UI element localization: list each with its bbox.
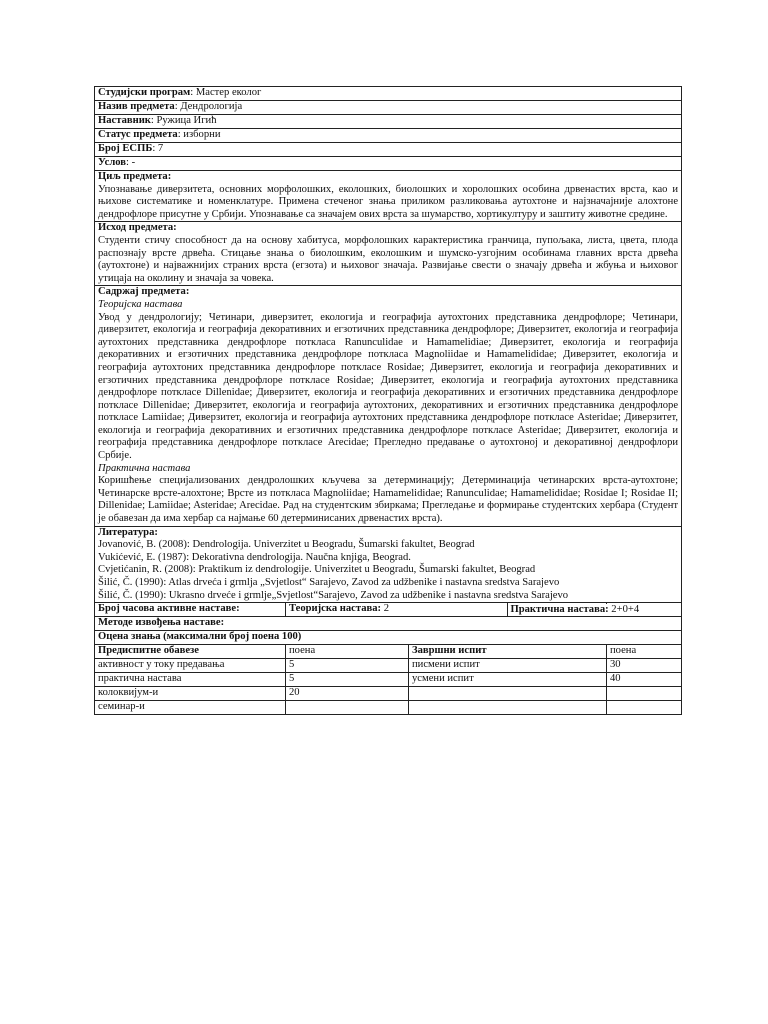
practice-hours-divider (507, 603, 508, 617)
ects-row (95, 143, 682, 157)
subject-label: Назив предмета (98, 101, 175, 112)
literature-label: Литература: (98, 526, 158, 538)
literature-row (95, 526, 682, 603)
grading-row (95, 659, 682, 673)
grading-row (95, 701, 682, 715)
grading-cell: практична настава (95, 673, 286, 687)
literature-item: Šilić, Č. (1990): Atlas drveća i grmlja „Svjetlost“ Sarajevo, Zavod za udžbenike i nastavna sredstva Sarajevo (98, 577, 560, 588)
grading-header-cell: Предиспитне обавезе (95, 645, 286, 659)
literature-item: Šilić, Č. (1990): Ukrasno drveće i grmlje„Svjetlost“Sarajevo, Zavod za udžbenike i nastavna sredstva Sarajevo (98, 589, 569, 601)
outcome-text: Студенти стичу способност да на основу хабитуса, морфолошких карактеристика гранчица, пупољака, листа, цвета, плода распознају врсте дрвећа. Стицање знања о биолошким, еколошким и шумско-узгојним особинама главних врста дрвећа (аутохтоне) и најважнијих страних врста (егзота) и њиховог значаја. Развијање свести о значају дрвећа и жбуња и њиховог утицаја на околину и значаја за човека. (98, 234, 679, 284)
theory-hours-value: 2 (381, 603, 390, 615)
practice-hours-label: Практична настава: (510, 603, 609, 615)
methods-row (95, 617, 682, 631)
goal-label: Циљ предмета: (98, 171, 172, 182)
condition-value: : - (126, 157, 136, 168)
ects-value: : 7 (152, 143, 164, 154)
program-label: Студијски програм (98, 87, 191, 98)
status-row (95, 129, 682, 143)
literature-item: Cvjetićanin, R. (2008): Praktikum iz dendrologije. Univerzitet u Beogradu, Šumarski fakultet, Beograd (98, 564, 536, 576)
grading-cell: 5 (286, 673, 409, 687)
grading-row (95, 673, 682, 687)
grading-cell (409, 701, 607, 715)
grading-label: Оцена знања (максимални број поена 100) (95, 631, 682, 645)
grading-header-cell: Завршни испит (409, 645, 607, 659)
grading-cell: активност у току предавања (95, 659, 286, 673)
subject-value: : Дендрологија (174, 101, 243, 112)
grading-cell: семинар-и (95, 701, 286, 715)
methods-label: Методе извођења наставе: (95, 617, 682, 631)
grading-header-cell: поена (286, 645, 409, 659)
practice-text: Коришћење специјализованих дендролошких кључева за детерминацију; Детерминација четинарских врста-аутохтоне; Четинарске врсте-алохтоне; Врсте из поткласа Magnoliidae; Hamamelididae; Ranunculidae; Hamamelididae; Rosidae I; Rosidae II; Dillenidae; Lamiidae; Asteridae; Arecidae. Рад на студентским збиркама; Прегледање и формирање студентских хербара (Студент је обавезан да има хербар са најмање 60 детерминисаних дрвенастих врста). (98, 475, 679, 525)
grading-header-row (95, 645, 682, 659)
theory-label: Теоријска настава (98, 298, 183, 310)
goal-text: Упознавање диверзитета, основних морфолошких, еколошких, биолошких и хоролошких особина дрвенастих врста, као и њихове систематике и номенклатуре. Примена стеченог знања приликом разликовања аутохтоне и најзначајније алохтоне дендрофлоре присутне у Србији. Упознавање са значајем ових врста за шумарство, хортикултуру и заштиту животне средине. (98, 183, 679, 220)
active-hours-label: Број часова активне наставе: (95, 603, 286, 617)
teacher-value: : Ружица Игић (150, 115, 217, 126)
teacher-label: Наставник (98, 115, 151, 126)
grading-cell: колоквијум-и (95, 687, 286, 701)
grading-cell: усмени испит (409, 673, 607, 687)
practice-hours-value: 2+0+4 (608, 603, 640, 615)
goal-row (95, 171, 682, 222)
program-row (95, 87, 682, 101)
outcome-label: Исход предмета: (98, 222, 177, 234)
content-label: Садржај предмета: (98, 286, 190, 298)
grading-cell: 20 (286, 687, 409, 701)
literature-item: Vukićević, E. (1987): Dekorativna dendrologija. Naučna knjiga, Beograd. (98, 551, 411, 563)
condition-label: Услов (98, 157, 127, 168)
grading-cell (607, 687, 682, 701)
program-value: : Мастер еколог (190, 87, 262, 98)
ects-label: Број ЕСПБ (98, 143, 153, 154)
practice-hours (511, 604, 640, 617)
grading-cell (607, 701, 682, 715)
status-value: : изборни (177, 129, 221, 140)
literature-item: Jovanović, B. (2008): Dendrologija. Univerzitet u Beogradu, Šumarski fakultet, Beograd (98, 539, 475, 551)
theory-text: Увод у дендрологију; Четинари, диверзитет, екологија и географија аутохтоних представника дендрофлоре; Четинари, диверзитет, екологија и географија декоративних и егзотичних представника дендрофлоре; Диверзитет, екологија и географија аутохтоних представника дендрофлоре поткласа Ranunculidae и Hamamelidiae; Диверзитет, екологија и географија декоративних и егзотичних представника дендрофлоре поткласа Magnoliidae и Hamamelididae; Диверзитет, екологија и географија аутохтоних представника дендрофлоре поткласе Rosidae; Диверзитет, екологија и географија декоративних и егзотичних представника дендрофлоре поткласе Rosidae; Диверзитет, екологија и географија аутохтоних представника дендрофлоре поткласе Dillenidae; Диверзитет, екологија и географија декоративних и егзотичних представника дендрофлоре поткласе Dillenidae; Диверзитет, екологија и географија аутохтоних, декоративних и егзотичних представника дендрофлоре поткласе Lamiidae; Диверзитет, екологија и географија аутохтоних представника дендрофлоре поткласе Asteridae; Диверзитет, екологија и географија декоративних и егзотичних представника дендрофлоре поткласе Asteridae; Диверзитет, екологија и географија представника дендрофлоре поткласе Arecidae; Прегледно предавање о аутохтоној и декоративној дендрофлори Србије. (98, 311, 679, 462)
grading-cell: 30 (607, 659, 682, 673)
grading-cell: 5 (286, 659, 409, 673)
status-label: Статус предмета (98, 129, 178, 140)
teacher-row (95, 115, 682, 129)
content-row (95, 286, 682, 526)
syllabus-table (94, 86, 682, 715)
condition-row (95, 157, 682, 171)
grading-cell (409, 687, 607, 701)
grading-row (95, 687, 682, 701)
grading-cell: писмени испит (409, 659, 607, 673)
outcome-row (95, 222, 682, 286)
grading-cell (286, 701, 409, 715)
grading-title-row (95, 631, 682, 645)
grading-cell: 40 (607, 673, 682, 687)
practice-label: Практична настава (98, 462, 191, 474)
subject-row (95, 101, 682, 115)
grading-header-cell: поена (607, 645, 682, 659)
theory-hours-label: Теоријска настава: (289, 603, 382, 615)
